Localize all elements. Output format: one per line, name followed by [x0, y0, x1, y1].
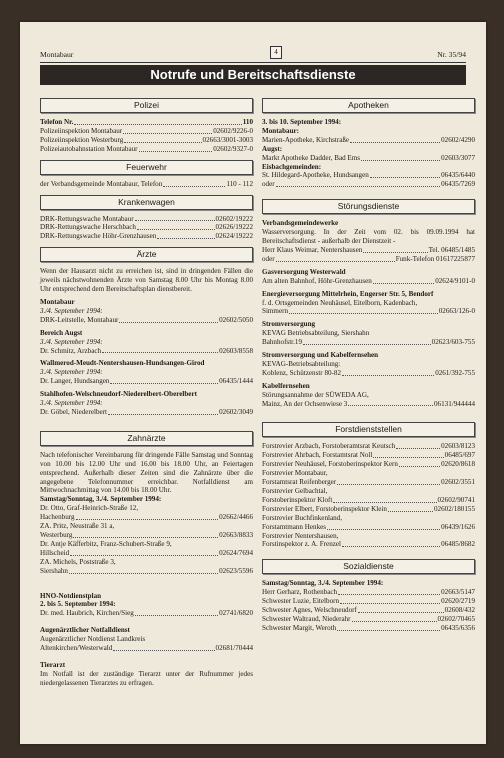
newspaper-page [20, 22, 486, 744]
strom-title: Stromversorgung [262, 320, 316, 329]
forst-line: Forstrevier Montabaur, [262, 469, 328, 478]
heading-stoerungsdienste: Störungsdienste [262, 199, 475, 214]
energie-line: Simmern 02663/126-0 [262, 307, 475, 316]
sozial-line: Schwester Waltraud, Niederahr 02602/70465 [262, 614, 475, 623]
aerzte-date: 3./4. September 1994: [40, 337, 103, 346]
apotheken-place: Augst: [262, 144, 283, 153]
zahnarzt-line: Westerburg 02663/8833 [40, 531, 253, 539]
forst-line: Forstrevier Ahrbach, Forstamtsrat Noll 06485/697 [262, 451, 475, 460]
forst-line: Forstamtsrat Reifenberger 02602/3551 [262, 478, 475, 487]
krankenwagen-line: DRK-Rettungswache Montabaur 02602/19222 [40, 214, 253, 223]
sozial-line: Herr Gerharz, Rothenbach 02663/5147 [262, 588, 475, 597]
aerzte-place: Stahlhofen-Welschneudorf-Niederelbert-Oberelbert [40, 390, 197, 399]
krankenwagen-line: DRK-Rettungswache Höhr-Grenzhausen 02624/19222 [40, 232, 253, 241]
sozial-line: Schwester Margit, Weroth 06435/6356 [262, 623, 475, 632]
strom-line: Bahnhofstr.19 02623/603-755 [262, 338, 475, 347]
apotheken-date: 3. bis 10. September 1994: [262, 118, 342, 126]
vg-line: Herr Klaus Weimar, Nentershausen Tel. 06485/1485 [262, 245, 475, 254]
vg-text: Wasserversorgung. In der Zeit vom 02. bis 09.09.1994 hat Bereitschaftsdienst - außerhalb der Dienstzeit - [262, 228, 475, 246]
gas-title: Gasversorgung Westerwald [262, 267, 346, 276]
zahnarzt-line: Siershahn 02623/5596 [40, 566, 253, 575]
zahnarzt-line: Hachenburg 02662/4466 [40, 513, 253, 522]
heading-apotheken: Apotheken [262, 98, 475, 113]
aerzte-place: Montabaur [40, 297, 75, 306]
zahnarzt-address: ZA. Pritz, Neustraße 31 a, [40, 522, 115, 531]
zahnarzt-address: ZA. Michels, Poststraße 3, [40, 557, 116, 566]
heading-forstdienststellen: Forstdienststellen [262, 422, 475, 437]
heading-aerzte: Ärzte [40, 247, 253, 262]
heading-zahnaerzte: Zahnärzte [40, 431, 253, 446]
forst-line: Forstrevier Neuhäusel, Forstoberinspektor Kern 02620/8618 [262, 460, 475, 469]
hno-line: Dr. med. Haubrich, Kirchen/Sieg 02741/6820 [40, 609, 253, 618]
energie-title: Energieversorgung Mittelrhein, Engerser Str. 5, Bendorf [262, 289, 434, 298]
augen-sub: Augenärztlicher Notdienst Landkreis [40, 635, 146, 644]
heading-polizei: Polizei [40, 98, 253, 113]
page-number: 4 [270, 46, 282, 59]
section-title: Notrufe und Bereitschaftsdienste [40, 65, 466, 85]
augen-heading: Augenärztlicher Notfalldienst [40, 626, 130, 635]
strom-sub: KEVAG Betriebsabteilung, Siershahn [262, 329, 370, 338]
page-header [40, 46, 466, 60]
polizei-line: Polizeiinspektion Westerburg 02663/3001-3003 [40, 135, 253, 144]
aerzte-place: Wallmerod-Meudt-Nentershausen-Hundsangen-Girod [40, 359, 205, 368]
forst-line: Forstrevier Gelbachtal, [262, 487, 328, 495]
apotheken-place: Eisbachgemeinden: [262, 162, 322, 171]
strom2-line: Koblenz, Schützenstr 80-82 0261/392-755 [262, 368, 475, 377]
sozial-line: Schwester Agnes, Welschneudorf 02608/432 [262, 606, 475, 615]
apotheken-place: Montabaur: [262, 126, 300, 135]
energie-text: f. d. Ortsgemeinden Neuhäusel, Eitelborn, Kadenbach, [262, 298, 418, 307]
forst-line: Forstrevier Nentershausen, [262, 531, 339, 540]
aerzte-place: Bereich Augst [40, 328, 83, 337]
kabel-line: Mainz, An der Ochsenwiese 3 06131/944444 [262, 399, 475, 408]
forst-line: Forstrevier Arzbach, Forstoberamtsrat Keutsch 02603/8123 [262, 442, 475, 451]
sozial-date: Samstag/Sonntag, 3./4. September 1994: [262, 579, 384, 588]
aerzte-date: 3./4. September 1994: [40, 306, 103, 315]
strom2-sub: KEVAG-Betriebsabteilung: [262, 359, 341, 368]
kabel-title: Kabelfernsehen [262, 381, 310, 390]
gas-line: Am alten Bahnhof, Höhr-Grenzhausen 02624/9101-0 [262, 276, 475, 285]
krankenwagen-line: DRK-Rettungswache Herschbach 02626/19222 [40, 223, 253, 232]
header-location: Montabaur [40, 50, 74, 59]
zahnaerzte-date: Samstag/Sonntag, 3./4. September 1994: [40, 495, 162, 504]
heading-krankenwagen: Krankenwagen [40, 195, 253, 210]
heading-feuerwehr: Feuerwehr [40, 160, 253, 175]
forst-line: Forstrevier Elbert, Forstoberinspektor Klein 02602/180155 [262, 504, 475, 513]
forst-line: Forstoberinspektor Kloft 02602/90741 [262, 495, 475, 504]
header-rule [40, 62, 466, 63]
issue-number: Nr. 35/94 [437, 50, 466, 59]
zahnarzt-address: Dr. Otto, Graf-Heinrich-Straße 12, [40, 504, 139, 513]
polizei-line: Polizeiautobahnstation Montabaur 02602/9327-0 [40, 144, 253, 153]
kabel-sub: Störungsannahme der SÜWEDA AG, [262, 390, 369, 399]
zahnaerzte-intro: Nach telefonischer Vereinbarung für dringende Fälle Samstag und Sonntag von 10.00 bis 12.00 Uhr und 16.00 bis 18.00 Uhr, an Feiertagen entsprechend. Außerhalb dieser Zeiten sind die Zahnärzte über die angegebene Telefonnummer erreichbar. Notfalldienst am Mittwochnachmittag von 14.00 bis 18.00 Uhr. [40, 450, 253, 495]
hno-date: 2. bis 5. September 1994: [40, 600, 116, 609]
apotheke-line: St. Hildegard-Apotheke, Hundsangen 06435/6440 [262, 171, 475, 180]
aerzte-date: 3./4. September 1994: [40, 368, 103, 377]
feuerwehr-line: der Verbandsgemeinde Montabaur, Telefon 110 - 112 [40, 179, 253, 188]
sozial-line: Schwester Luzie, Eitelborn 02620/2719 [262, 597, 475, 606]
tierarzt-heading: Tierarzt [40, 660, 66, 669]
aerzte-line: DRK-Leitstelle, Montabaur 02602/5050 [40, 315, 253, 324]
right-column [262, 92, 475, 633]
heading-sozialdienste: Sozialdienste [262, 559, 475, 574]
vg-line: oder Funk-Telefon 01617225877 [262, 254, 475, 263]
aerzte-date: 3./4. September 1994: [40, 399, 103, 408]
hno-heading: HNO-Notdienstplan [40, 591, 102, 600]
forst-line: Forstamtmann Henkes 06439/1626 [262, 522, 475, 531]
left-column [40, 92, 253, 688]
apotheke-line: oder 06435/7269 [262, 180, 475, 189]
vg-title: Verbandsgemeindewerke [262, 219, 339, 228]
polizei-line: Polizeiinspektion Montabaur 02602/9226-0 [40, 126, 253, 135]
aerzte-line: Dr. Schmitz, Arzbach 02603/8558 [40, 346, 253, 355]
tierarzt-text: Im Notfall ist der zuständige Tierarzt unter der Rufnummer jedes niedergelassenen Tierarztes zu erfragen. [40, 669, 253, 687]
augen-line: Altenkirchen/Westerwald 02681/70444 [40, 644, 253, 653]
apotheke-line: Marien-Apotheke, Kirchstraße 02602/4290 [262, 135, 475, 144]
zahnarzt-line: Hillscheid 02624/7694 [40, 548, 253, 557]
apotheke-line: Markt Apotheke Dadder, Bad Ems 02603/3077 [262, 153, 475, 162]
forst-line: Forstinspektor z. A. Frenzel 06485/8682 [262, 540, 475, 549]
aerzte-line: Dr. Langer, Hundsangen 06435/1444 [40, 377, 253, 386]
aerzte-intro: Wenn der Hausarzt nicht zu erreichen ist, sind in dringenden Fällen die jeweils nächstwohnenden Ärzte von Samstag 8.00 Uhr bis Montag 8.00 Uhr entsprechend dem Bereitschaftsplan dienstbereit. [40, 267, 253, 294]
forst-line: Forstrevier Buchfinkenland, [262, 513, 342, 522]
polizei-line: Telefon Nr. 110 [40, 118, 253, 126]
aerzte-line: Dr. Göbel, Niederelbert 02602/3049 [40, 407, 253, 416]
strom2-title: Stromversorgung und Kabelfernsehen [262, 351, 379, 360]
zahnarzt-address: Dr. Antje Käfferbitz, Franz-Schubert-Straße 9, [40, 539, 172, 548]
